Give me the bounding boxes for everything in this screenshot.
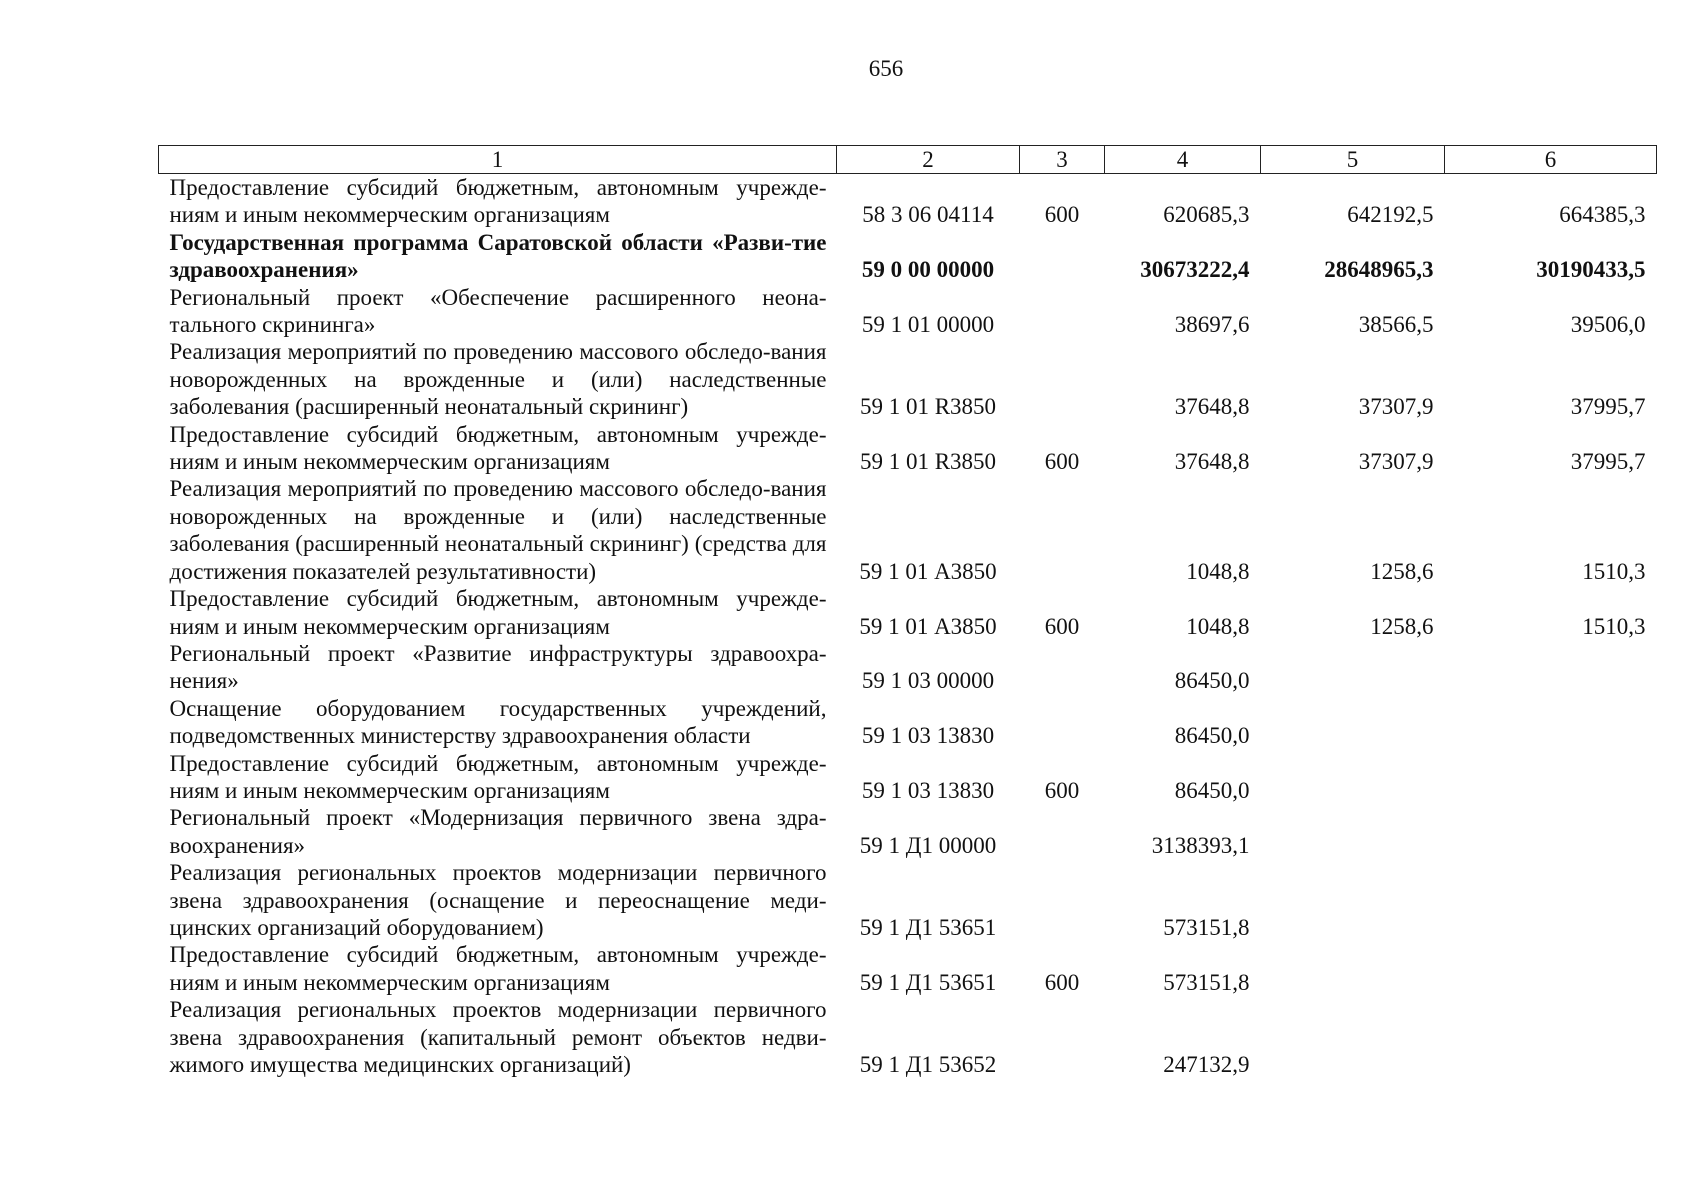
row-name: Региональный проект «Обеспечение расширенного неона-тального скрининга»: [169, 284, 827, 338]
row-value-2: 1258,6: [1370, 558, 1434, 584]
row-code: 59 1 Д1 53651: [859, 969, 997, 995]
table-row: [159, 695, 1657, 750]
row-name: Предоставление субсидий бюджетным, автономным учрежде-ниям и иным некоммерческим организациям: [169, 421, 827, 475]
row-value-1: 620685,3: [1163, 202, 1250, 228]
row-name: Реализация мероприятий по проведению массового обследо-вания новорожденных на врожденные и (или) наследственные заболевания (расширенный неонатальный скрининг) (средства для достижения показателей результативности): [169, 476, 827, 584]
row-value-3: [1445, 804, 1657, 859]
row-code: 59 1 01 А3850: [859, 613, 997, 639]
row-value-2: 28648965,3: [1324, 257, 1434, 283]
table-row: [159, 229, 1657, 284]
table-row: [159, 174, 1657, 229]
row-value-3: 37995,7: [1570, 449, 1646, 475]
row-value-2: [1261, 750, 1445, 805]
row-type: [1020, 695, 1105, 750]
row-name: Государственная программа Саратовской области «Разви-тие здравоохранения»: [169, 229, 827, 283]
row-type: 600: [1044, 777, 1080, 803]
row-value-1: 3138393,1: [1151, 832, 1250, 858]
column-header-type: 3: [1020, 146, 1105, 174]
row-value-2: [1261, 640, 1445, 695]
row-value-3: [1445, 859, 1657, 941]
row-value-1: 1048,8: [1186, 613, 1250, 639]
row-value-3: [1445, 695, 1657, 750]
row-code: 59 1 01 00000: [861, 312, 995, 338]
row-name: Реализация региональных проектов модернизации первичного звена здравоохранения (оснащение и переоснащение меди-цинских организаций оборудованием): [169, 860, 827, 940]
row-value-3: 30190433,5: [1536, 257, 1646, 283]
row-value-1: 573151,8: [1163, 914, 1250, 940]
table-row: [159, 859, 1657, 941]
row-value-2: [1261, 804, 1445, 859]
row-type: [1020, 640, 1105, 695]
row-value-1: 30673222,4: [1140, 257, 1250, 283]
row-name: Предоставление субсидий бюджетным, автономным учрежде-ниям и иным некоммерческим организациям: [169, 750, 827, 803]
row-type: 600: [1044, 969, 1080, 995]
column-header-code: 2: [837, 146, 1020, 174]
table-row: [159, 996, 1657, 1078]
row-code: 59 1 03 13830: [861, 777, 995, 803]
column-header-value-3: 6: [1445, 146, 1657, 174]
row-value-3: 1510,3: [1582, 558, 1646, 584]
table-row: [159, 585, 1657, 640]
budget-table: [158, 145, 1657, 1078]
row-name: Предоставление субсидий бюджетным, автономным учрежде-ниям и иным некоммерческим организациям: [169, 942, 827, 995]
row-value-2: 642192,5: [1347, 202, 1434, 228]
row-name: Оснащение оборудованием государственных учреждений, подведомственных министерству здравоохранения области: [169, 695, 827, 749]
row-type: [1020, 804, 1105, 859]
row-value-2: [1261, 996, 1445, 1078]
row-value-1: 247132,9: [1163, 1052, 1250, 1077]
row-value-3: [1445, 996, 1657, 1078]
row-value-1: 86450,0: [1174, 723, 1250, 749]
row-value-2: 38566,5: [1358, 312, 1434, 338]
row-value-2: [1261, 859, 1445, 941]
row-name: Реализация региональных проектов модернизации первичного звена здравоохранения (капитальный ремонт объектов недви-жимого имущества медицинских организаций): [169, 997, 827, 1077]
row-name: Предоставление субсидий бюджетным, автономным учрежде-ниям и иным некоммерческим организациям: [169, 586, 827, 639]
row-value-3: [1445, 640, 1657, 695]
row-type: [1020, 229, 1105, 284]
row-code: 59 1 Д1 53651: [859, 914, 997, 940]
row-value-3: 664385,3: [1559, 202, 1646, 228]
table-row: [159, 284, 1657, 339]
row-code: 59 1 01 R3850: [859, 394, 997, 420]
row-value-2: [1261, 941, 1445, 996]
row-value-2: 1258,6: [1370, 613, 1434, 639]
row-value-1: 37648,8: [1174, 394, 1250, 420]
table-row: [159, 475, 1657, 585]
row-value-1: 38697,6: [1174, 312, 1250, 338]
row-type: 600: [1044, 449, 1080, 475]
header-row: [159, 146, 1657, 174]
table-body: [159, 174, 1657, 1079]
row-code: 59 1 01 А3850: [859, 558, 997, 584]
row-name: Реализация мероприятий по проведению массового обследо-вания новорожденных на врожденные и (или) наследственные заболевания (расширенный неонатальный скрининг): [169, 339, 827, 420]
table-row: [159, 421, 1657, 476]
table-row: [159, 804, 1657, 859]
row-type: [1020, 475, 1105, 585]
table-header: [159, 146, 1657, 174]
row-value-3: 37995,7: [1570, 394, 1646, 420]
row-code: 59 1 03 00000: [861, 668, 995, 694]
row-type: [1020, 859, 1105, 941]
row-value-2: 37307,9: [1358, 394, 1434, 420]
row-code: 59 1 Д1 53652: [859, 1052, 997, 1077]
row-value-1: 1048,8: [1186, 558, 1250, 584]
row-code: 59 0 00 00000: [861, 257, 995, 283]
row-value-1: 573151,8: [1163, 969, 1250, 995]
table-row: [159, 941, 1657, 996]
row-type: 600: [1044, 613, 1080, 639]
row-code: 59 1 01 R3850: [859, 449, 997, 475]
row-code: 58 3 06 04114: [862, 202, 994, 228]
table-row: [159, 338, 1657, 420]
row-value-2: [1261, 695, 1445, 750]
column-header-value-2: 5: [1261, 146, 1445, 174]
row-value-3: 39506,0: [1570, 312, 1646, 338]
row-type: 600: [1044, 202, 1080, 228]
row-type: [1020, 996, 1105, 1078]
row-value-2: 37307,9: [1358, 449, 1434, 475]
row-type: [1020, 284, 1105, 339]
row-name: Региональный проект «Модернизация первичного звена здра-воохранения»: [169, 805, 827, 858]
row-code: 59 1 Д1 00000: [859, 832, 997, 858]
row-value-1: 37648,8: [1174, 449, 1250, 475]
row-name: Предоставление субсидий бюджетным, автономным учрежде-ниям и иным некоммерческим организациям: [169, 175, 827, 228]
row-value-3: [1445, 941, 1657, 996]
row-code: 59 1 03 13830: [861, 723, 995, 749]
row-value-3: 1510,3: [1582, 613, 1646, 639]
column-header-name: 1: [159, 146, 837, 174]
column-header-value-1: 4: [1105, 146, 1261, 174]
row-value-1: 86450,0: [1174, 668, 1250, 694]
page-number: 656: [868, 56, 904, 81]
table-row: [159, 640, 1657, 695]
row-value-3: [1445, 750, 1657, 805]
row-type: [1020, 338, 1105, 420]
row-value-1: 86450,0: [1174, 777, 1250, 803]
row-name: Региональный проект «Развитие инфраструктуры здравоохра-нения»: [169, 640, 827, 694]
table-row: [159, 750, 1657, 805]
